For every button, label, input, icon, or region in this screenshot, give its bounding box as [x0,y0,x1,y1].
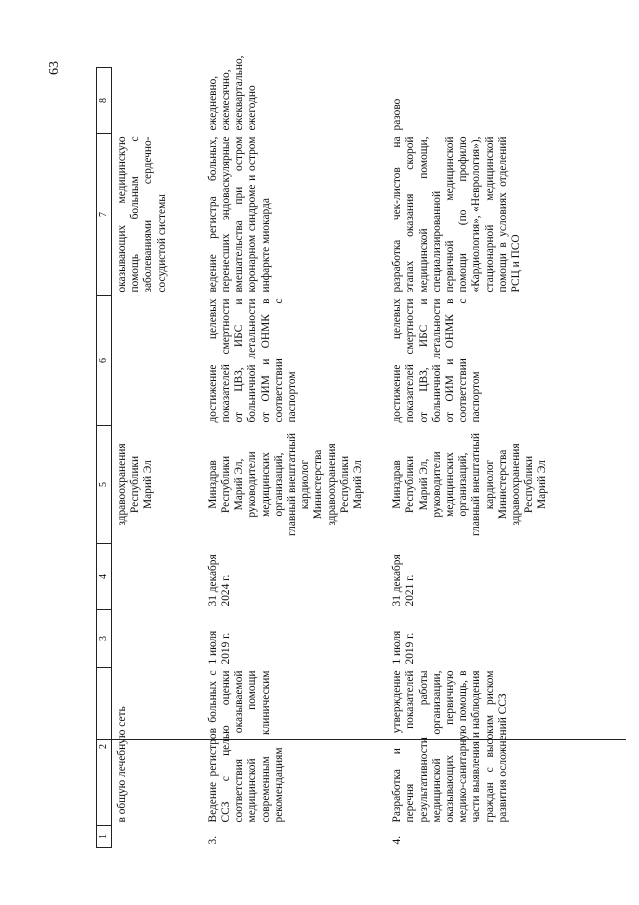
column-header: 6 [97,296,112,426]
measure-cell: Разработка и утверждение перечня показателей результативности работы медицинской организации, оказывающих первичную медико-санитарную помощь, в части выявления и наблюдения граждан с высоким риском развития осложнений ССЗ [391,670,509,823]
periodicity-cell: разово [391,98,404,131]
responsible-cell: здравоохранения Республики Марий Эл [116,443,155,526]
periodicity-cell: ежедневно, ежемесячно, ежеквартально, ежегодно [206,55,259,131]
column-divider [96,739,626,740]
measure-cell: в общую лечебную сеть [116,706,128,823]
column-header: 4 [97,544,112,610]
periodicity-cell [112,68,187,134]
end-date-cell: 31 декабря 2021 г. [391,554,417,607]
start-date-cell [112,610,187,668]
measure-cell: Ведение регистров больных с ССЗ с целью оценки соответствия оказываемой медицинской помощи современным клиническим рекомендациям [206,670,285,823]
responsible-cell: Минздрав Республики Марий Эл, руководители медицинских организаций, главный внештатный кардиолог Министерства здравоохранения Республики Марий Эл [206,433,365,536]
table-row [112,68,187,848]
result-cell [112,296,187,426]
column-header: 3 [97,610,112,668]
result-cell: достижение целевых показателей смертности от ЦВЗ, ИБС и больничной летальности от ОИМ и ОНМК в соответствии с паспортом [206,298,299,423]
column-header: 8 [97,68,112,134]
result-cell: достижение целевых показателей смертности от ЦВЗ, ИБС и больничной летальности от ОИМ и ОНМК в соответствии с паспортом [391,298,483,423]
row-number [112,826,187,848]
indicator-cell: разработка чек-листов на этапах оказания скорой медицинской помощи, специализированной первичной медицинской помощи (по профилю «Кардиология», «Неврология»), стационарной медицинской помощи в условиях отделений РСЦ и ПСО [391,136,523,293]
measures-table [96,55,552,848]
column-header: 7 [97,134,112,296]
table-row [187,68,381,848]
end-date-cell: 31 декабря 2024 г. [206,554,233,607]
header-row [97,68,112,848]
start-date-cell: 1 июля 2019 г. [391,630,417,665]
page-number: 63 [47,61,62,75]
end-date-cell [112,544,187,610]
start-date-cell: 1 июля 2019 г. [206,630,233,665]
indicator-cell: ведение регистра больных, перенесших эндоваскулярные вмешательства при остром коронарном синдроме и остром инфаркте миокарда [206,136,272,293]
responsible-cell: Минздрав Республики Марий Эл, руководители медицинских организаций, главный внештатный кардиолог Министерства здравоохранения Республики Марий Эл [391,433,549,536]
indicator-cell: оказывающих медицинскую помощь больным с заболеваниями сердечно-сосудистой системы [116,136,168,293]
row-number: 3. [206,835,219,845]
table-row [381,68,551,848]
column-header: 5 [97,426,112,544]
column-header: 1 [97,826,112,848]
row-number: 4. [391,835,404,845]
rotated-table-sheet [96,55,626,848]
column-header: 2 [97,668,112,826]
